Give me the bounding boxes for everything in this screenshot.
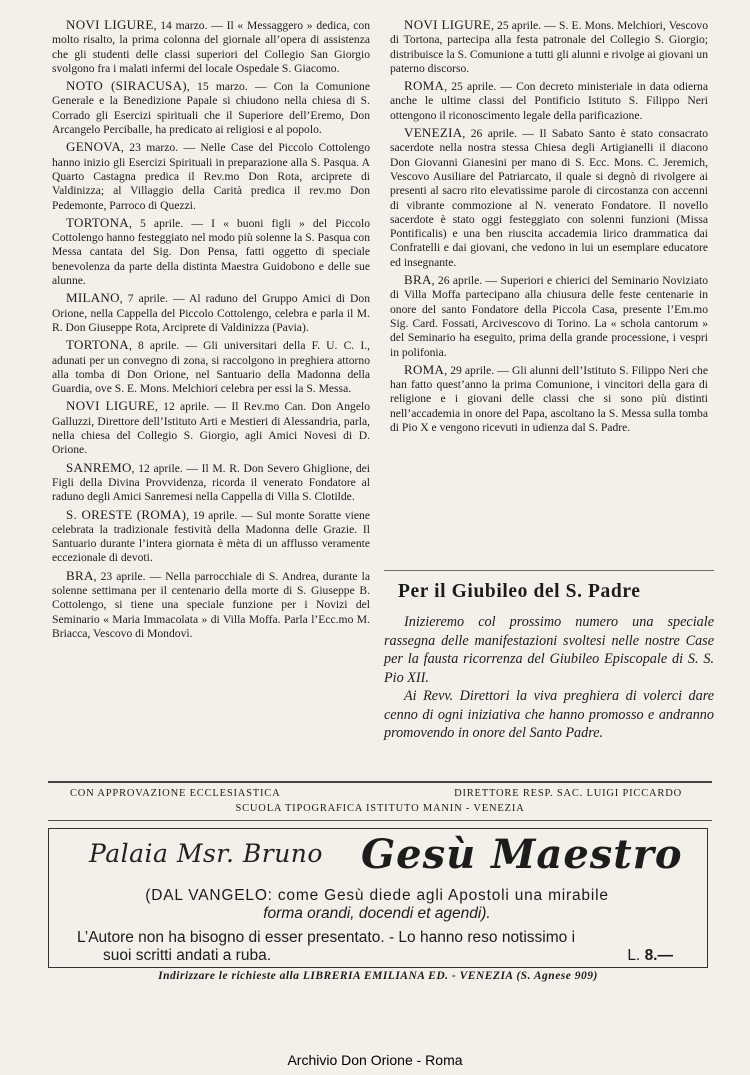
ad-order-info: Indirizzare le richieste alla LIBRERIA EMILIANA ED. - VENEZIA (S. Agnese 909)	[158, 970, 598, 982]
news-text: , 12 aprile. — Il M. R. Don Severo Ghiglione, dei Figli della Divina Provvidenza, ricorda il venerato Fondatore al raduno degli Amici Sanremesi nella Cappella di Villa S. Clotilde.	[52, 461, 370, 504]
news-place: TORTONA	[66, 337, 129, 353]
divider	[48, 820, 712, 821]
news-place: ROMA	[404, 361, 445, 377]
news-item	[52, 140, 370, 212]
divider	[48, 781, 712, 783]
ad-description-text: suoi scritti andati a ruba.	[103, 947, 272, 964]
jubilee-paragraph-1: Inizieremo col prossimo numero una speciale rassegna delle manifestazioni svoltesi nelle nostre Case per la fausta ricorrenza del Giubileo Episcopale di S. S. Pio XII.	[384, 614, 714, 686]
archive-label: Archivio Don Orione - Roma	[287, 1052, 463, 1068]
ad-description-line-1: L’Autore non ha bisogno di esser presentato. - Lo hanno reso notissimo i	[77, 929, 576, 946]
jubilee-paragraph-2: Ai Revv. Direttori la viva preghiera di volerci dare cenno di ogni iniziativa che hanno promosso e andranno promovendo in onore del Santo Padre.	[384, 688, 714, 741]
news-text: , 25 aprile. — Con decreto ministeriale in data odierna anche le ultime classi del Pontificio Istituto S. Filippo Neri ottengono il riconoscimento legale della parificazione.	[390, 80, 708, 122]
ecclesiastical-approval: CON APPROVAZIONE ECCLESIASTICA	[70, 788, 281, 799]
news-item	[390, 79, 708, 123]
ad-book-title: Gesù Maestro	[361, 831, 683, 878]
news-place: NOVI LIGURE	[404, 17, 491, 32]
news-place: NOTO (SIRACUSA)	[66, 78, 187, 94]
news-item	[52, 338, 370, 396]
responsible-director: DIRETTORE RESP. SAC. LUIGI PICCARDO	[454, 788, 682, 799]
news-item	[52, 18, 370, 76]
news-place: NOVI LIGURE	[66, 17, 154, 32]
ad-subtitle-line-1: (DAL VANGELO: come Gesù diede agli Apostoli una mirabile	[145, 887, 609, 904]
news-column-left	[52, 18, 370, 644]
news-text: , 15 marzo. — Con la Comunione Generale e la Benedizione Papale si chiudono nella chiesa di S. Corrado gli Esercizi spirituali che il Superiore dell’Eremo, Don Arcangelo Perciballe, ha predicato ai religiosi e al popolo.	[52, 80, 370, 137]
book-advertisement	[48, 828, 708, 968]
news-column-right	[390, 18, 708, 438]
ad-price	[627, 947, 673, 965]
ad-description-line-2	[103, 947, 673, 965]
news-text: , 29 aprile. — Gli alunni dell’Istituto S. Filippo Neri che han fatto quest’anno la prima Comunione, i vincitori della gara di religione e i giovani delle classi che si sono più distinti nell’accademia in onore del Papa, ascoltano la S. Messa sulla tomba di Pio X e vengono ricevuti in udienza dal S. Padre.	[390, 363, 708, 435]
ad-price-label: L.	[627, 947, 641, 964]
news-place: S. ORESTE (ROMA)	[66, 506, 187, 522]
printer-credit: SCUOLA TIPOGRAFICA ISTITUTO MANIN - VENEZIA	[235, 803, 525, 814]
ad-price-value: 8.—	[644, 947, 673, 964]
news-text: , 14 marzo. — Il « Messaggero » dedica, con molto risalto, la prima colonna del giornale all’opera di assistenza che gli studenti delle classi superiori del Collegio San Giorgio svolgono fra i malati infermi del locale Ospedale S. Giacomo.	[52, 19, 370, 75]
news-text: , 25 aprile. — S. E. Mons. Melchiori, Vescovo di Tortona, partecipa alla festa patronale del Collegio S. Giorgio; distribuisce la S. Comunione a tutti gli alunni e rivolge ai giovani un paterno discorso.	[390, 19, 708, 75]
divider	[384, 570, 714, 571]
news-item	[390, 363, 708, 435]
jubilee-box	[384, 570, 714, 743]
news-place: ROMA	[404, 78, 445, 94]
news-place: NOVI LIGURE	[66, 398, 156, 414]
news-place: TORTONA	[66, 214, 129, 230]
news-item	[390, 126, 708, 270]
news-place: BRA	[66, 567, 94, 583]
news-item	[52, 399, 370, 457]
news-place: SANREMO	[66, 459, 132, 475]
news-text: , 7 aprile. — Al raduno del Gruppo Amici di Don Orione, nella Cappella del Piccolo Cottolengo, celebra e parla il M. R. Don Giuseppe Rota, Arciprete di Valdinizza (Pavia).	[52, 292, 370, 334]
news-text: , 5 aprile. — I « buoni figli » del Piccolo Cottolengo hanno festeggiato nel modo più solenne la S. Pasqua con Messa cantata del Sig. Don Pensa, fatti oggetto di speciale benevolenza da parte della distinta Maestra Guidobono e delle sue alunne.	[52, 216, 370, 288]
news-item	[52, 508, 370, 566]
news-text: , 8 aprile. — Gli universitari della F. U. C. I., adunati per un convegno di zona, si raccolgono in preghiera attorno alla tomba di Don Orione, nel Santuario della Madonna della Guardia, ove S. E. Mons. Melchiori celebra per essi la S. Messa.	[52, 339, 370, 396]
ad-subtitle-line-2: forma orandi, docendi et agendi).	[263, 905, 491, 922]
news-text: , 26 aprile. — Il Sabato Santo è stato consacrato sacerdote nella nostra stessa Chiesa degli Artigianelli il diacono Don Giovanni Gianesini per mano di S. Ecc. Mons. C. Jeremich, Vescovo Ausiliare del Patriarcato, il quale si degnò di rivolgere ai presenti al sacro rito elevatissime parole di circostanza con accenni di vibrante commozione al N. venerato Fondatore. Il novello sacerdote è stato oggi festeggiato con solenni funzioni (Missa Pontificalis) e una ben riuscita accademia lirico drammatica dai Confratelli e dai giovani, che vedono in lui un esemplare educatore ed insegnante.	[390, 127, 708, 269]
ad-author: Palaia Msr. Bruno	[89, 839, 323, 868]
news-item	[52, 291, 370, 335]
news-place: BRA	[404, 272, 432, 288]
news-item	[390, 273, 708, 360]
news-place: VENEZIA	[404, 125, 463, 141]
news-item	[52, 461, 370, 505]
news-text: , 26 aprile. — Superiori e chierici del Seminario Noviziato di Villa Moffa partecipano alla chiusura delle feste centenarie in onore del santo Fondatore della Piccola Casa, presente l’Em.mo Sig. Card. Fossati, Arcivescovo di Torino. La « schola cantorum » del Seminario ha eseguito, prima della grande processione, i vespri in polifonia.	[390, 274, 708, 359]
news-text: , 23 aprile. — Nella parrocchiale di S. Andrea, durante la solenne settimana per il centenario della morte di S. Giuseppe B. Cottolengo, si tiene una speciale funzione per i Novizi del Seminario « Maria Immacolata » di Villa Moffa. Parla l’Ecc.mo M. Briacca, Vescovo di Mondovì.	[52, 569, 370, 640]
news-item	[390, 18, 708, 76]
news-item	[52, 79, 370, 137]
news-text: , 23 marzo. — Nelle Case del Piccolo Cottolengo hanno inizio gli Esercizi Spirituali in preparazione alla S. Pasqua. A Quarto Castagna predica il Rev.mo Don Rota, arciprete di Valdinizza; al Villaggio della Carità predica il rev.mo Don Pedemonte, Parroco di Quezzi.	[52, 141, 370, 212]
news-text: , 12 aprile. — Il Rev.mo Can. Don Angelo Galluzzi, Direttore dell’Istituto Arti e Mestieri di Alessandria, parla, nella chiesa del Collegio S. Giorgio, agli Amici Novesi di D. Orione.	[52, 400, 371, 457]
jubilee-title: Per il Giubileo del S. Padre	[398, 581, 641, 602]
news-place: MILANO	[66, 290, 120, 306]
news-item	[52, 216, 370, 288]
news-place: GENOVA	[66, 139, 122, 155]
news-text: , 19 aprile. — Sul monte Soratte viene celebrata la tradizionale festività della Madonna delle Grazie. Il Santuario durante l’intera giornata è mèta di un afflusso veramente eccezionale di devoti.	[52, 508, 370, 565]
news-item	[52, 569, 370, 641]
